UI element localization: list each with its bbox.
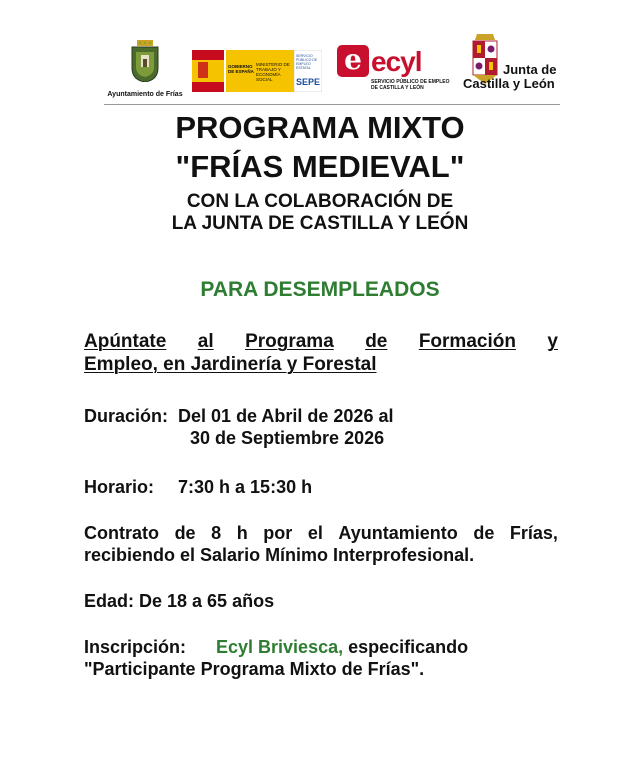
ayuntamiento-caption: Ayuntamiento de Frías bbox=[107, 91, 183, 98]
apuntate-block bbox=[84, 330, 558, 376]
subtitle-line-1: CON LA COLABORACIÓN DE bbox=[186, 191, 454, 212]
horario-value: 7:30 h a 15:30 h bbox=[178, 477, 313, 497]
ecyl-wordmark: ecyl bbox=[371, 46, 422, 77]
ecyl-caption-2: DE CASTILLA Y LEÓN bbox=[371, 85, 424, 91]
junta-castilla-leon-logo bbox=[463, 34, 583, 98]
junta-line-2: Castilla y León bbox=[463, 76, 555, 91]
apuntate-line-1 bbox=[84, 330, 558, 353]
apuntate-word: al bbox=[197, 331, 214, 352]
apuntate-word: Formación bbox=[418, 331, 516, 352]
ecyl-logo bbox=[337, 45, 457, 93]
sepe-label: SEPE bbox=[296, 77, 321, 87]
sepe-small-text: SERVICIO PÚBLICO DE EMPLEO ESTATAL bbox=[296, 54, 318, 70]
duracion-value-2: 30 de Septiembre 2026 bbox=[190, 428, 385, 448]
contrato-word: Frías, bbox=[509, 523, 558, 543]
inscripcion-office: Ecyl Briviesca, bbox=[216, 637, 344, 657]
horario-block bbox=[84, 476, 558, 498]
apuntate-word: Apúntate bbox=[84, 331, 167, 352]
gobierno-espana-logo bbox=[192, 50, 322, 92]
contrato-word: el bbox=[307, 523, 323, 543]
inscripcion-rest: especificando bbox=[348, 637, 469, 657]
header-divider bbox=[104, 104, 560, 105]
inscripcion-label: Inscripción: bbox=[84, 637, 187, 657]
junta-line-1: Junta de bbox=[503, 62, 557, 77]
title-line-1: PROGRAMA MIXTO bbox=[175, 110, 465, 145]
apuntate-word: y bbox=[547, 331, 558, 352]
ecyl-e-icon: e bbox=[337, 45, 369, 77]
contrato-word: Ayuntamiento bbox=[338, 523, 458, 543]
header bbox=[0, 0, 640, 110]
inscripcion-line-2: "Participante Programa Mixto de Frías". bbox=[84, 659, 425, 679]
edad-text: Edad: De 18 a 65 años bbox=[84, 591, 275, 611]
contrato-word: de bbox=[473, 523, 495, 543]
horario-label: Horario: bbox=[84, 477, 155, 497]
ayuntamiento-frias-logo bbox=[100, 40, 190, 104]
contrato-line-2: recibiendo el Salario Mínimo Interprofesional. bbox=[84, 545, 475, 565]
ecyl-caption-1: SERVICIO PÚBLICO DE EMPLEO bbox=[371, 79, 450, 85]
contrato-word: de bbox=[174, 523, 196, 543]
inscripcion-block bbox=[84, 636, 558, 680]
gobierno-text: GOBIERNO DE ESPAÑA bbox=[228, 64, 254, 74]
contrato-word: 8 bbox=[211, 523, 222, 543]
title-line-2: "FRÍAS MEDIEVAL" bbox=[175, 149, 465, 184]
ministerio-text: MINISTERIO DE TRABAJO Y ECONOMÍA SOCIAL bbox=[256, 62, 290, 82]
contrato-line-1 bbox=[84, 522, 558, 544]
audience-heading: PARA DESEMPLEADOS bbox=[200, 278, 440, 301]
apuntate-word: Programa bbox=[245, 331, 334, 352]
contrato-word: Contrato bbox=[84, 523, 159, 543]
apuntate-word: de bbox=[365, 331, 388, 352]
contrato-word: por bbox=[263, 523, 293, 543]
contrato-word: h bbox=[236, 523, 248, 543]
subtitle-line-2: LA JUNTA DE CASTILLA Y LEÓN bbox=[171, 213, 469, 234]
duracion-label: Duración: bbox=[84, 406, 169, 426]
duracion-block bbox=[84, 405, 558, 449]
contrato-block bbox=[84, 522, 558, 566]
apuntate-line-2: Empleo, en Jardinería y Forestal bbox=[84, 354, 377, 375]
frias-crest-icon bbox=[130, 40, 160, 82]
duracion-value-1: Del 01 de Abril de 2026 al bbox=[178, 406, 394, 426]
